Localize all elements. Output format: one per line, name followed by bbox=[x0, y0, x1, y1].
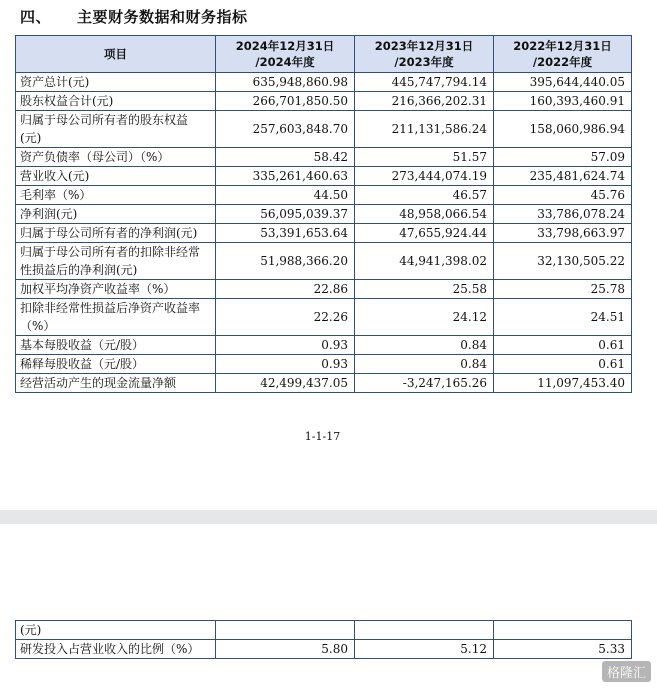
row-value: 0.61 bbox=[494, 355, 632, 374]
table-row bbox=[16, 186, 632, 205]
row-value: 22.26 bbox=[216, 299, 355, 336]
table-row bbox=[16, 111, 632, 148]
table-row bbox=[16, 374, 632, 393]
page-divider bbox=[0, 510, 657, 524]
table-row bbox=[16, 280, 632, 299]
row-value: 33,798,663.97 bbox=[494, 224, 632, 243]
row-value: 5.80 bbox=[216, 640, 355, 659]
row-value: 0.84 bbox=[355, 355, 494, 374]
section-number: 四、 bbox=[20, 8, 52, 26]
table-row bbox=[16, 640, 632, 659]
row-value: 335,261,460.63 bbox=[216, 167, 355, 186]
section-heading bbox=[20, 6, 248, 27]
row-label: 营业收入(元) bbox=[16, 167, 216, 186]
row-value: 160,393,460.91 bbox=[494, 92, 632, 111]
header-2024 bbox=[216, 36, 355, 73]
financial-table bbox=[15, 35, 632, 393]
table-row bbox=[16, 355, 632, 374]
row-value: 257,603,848.70 bbox=[216, 111, 355, 148]
row-label: 扣除非经常性损益后净资产收益率（%） bbox=[16, 299, 216, 336]
row-value: 53,391,653.64 bbox=[216, 224, 355, 243]
header-2022 bbox=[494, 36, 632, 73]
table-header-row bbox=[16, 36, 632, 73]
watermark-logo: 格隆汇 bbox=[602, 661, 651, 682]
header-2023 bbox=[355, 36, 494, 73]
table-row bbox=[16, 73, 632, 92]
row-label: 经营活动产生的现金流量净额 bbox=[16, 374, 216, 393]
row-label: 资产总计(元) bbox=[16, 73, 216, 92]
table-row bbox=[16, 205, 632, 224]
row-value: 58.42 bbox=[216, 148, 355, 167]
row-value: 11,097,453.40 bbox=[494, 374, 632, 393]
row-value: 24.51 bbox=[494, 299, 632, 336]
row-value: 5.12 bbox=[355, 640, 494, 659]
row-label: 研发投入占营业收入的比例（%） bbox=[16, 640, 216, 659]
table-row bbox=[16, 224, 632, 243]
row-value: 44,941,398.02 bbox=[355, 243, 494, 280]
row-label: (元) bbox=[16, 621, 216, 640]
row-value: 395,644,440.05 bbox=[494, 73, 632, 92]
row-label: 归属于母公司所有者的净利润(元) bbox=[16, 224, 216, 243]
row-value: -3,247,165.26 bbox=[355, 374, 494, 393]
row-value: 235,481,624.74 bbox=[494, 167, 632, 186]
row-value: 51,988,366.20 bbox=[216, 243, 355, 280]
page-number: 1-1-17 bbox=[304, 430, 341, 443]
row-value: 56,095,039.37 bbox=[216, 205, 355, 224]
row-label: 稀释每股收益（元/股） bbox=[16, 355, 216, 374]
row-value: 216,366,202.31 bbox=[355, 92, 494, 111]
header-2024-text: 2024年12月31日 /2024年度 bbox=[235, 39, 335, 69]
row-value: 51.57 bbox=[355, 148, 494, 167]
row-value bbox=[216, 621, 355, 640]
row-value: 635,948,860.98 bbox=[216, 73, 355, 92]
row-value: 45.76 bbox=[494, 186, 632, 205]
table-row bbox=[16, 167, 632, 186]
row-value: 24.12 bbox=[355, 299, 494, 336]
row-value: 46.57 bbox=[355, 186, 494, 205]
row-label: 归属于母公司所有者的扣除非经常性损益后的净利润(元) bbox=[16, 243, 216, 280]
header-2022-text: 2022年12月31日 /2022年度 bbox=[513, 39, 612, 69]
financial-table-continued bbox=[15, 620, 632, 659]
row-value: 33,786,078.24 bbox=[494, 205, 632, 224]
row-label: 基本每股收益（元/股） bbox=[16, 336, 216, 355]
row-value: 0.84 bbox=[355, 336, 494, 355]
row-value: 273,444,074.19 bbox=[355, 167, 494, 186]
table-row bbox=[16, 621, 632, 640]
row-value: 0.93 bbox=[216, 336, 355, 355]
row-label: 股东权益合计(元) bbox=[16, 92, 216, 111]
row-label: 加权平均净资产收益率（%） bbox=[16, 280, 216, 299]
row-value: 25.78 bbox=[494, 280, 632, 299]
section-title: 主要财务数据和财务指标 bbox=[77, 8, 248, 26]
row-value bbox=[355, 621, 494, 640]
header-item: 项目 bbox=[16, 36, 216, 73]
row-value: 32,130,505.22 bbox=[494, 243, 632, 280]
row-value: 44.50 bbox=[216, 186, 355, 205]
row-value: 0.61 bbox=[494, 336, 632, 355]
row-label: 毛利率（%） bbox=[16, 186, 216, 205]
header-2023-text: 2023年12月31日 /2023年度 bbox=[374, 39, 474, 69]
row-value: 5.33 bbox=[494, 640, 632, 659]
row-value: 0.93 bbox=[216, 355, 355, 374]
row-value: 25.58 bbox=[355, 280, 494, 299]
row-value: 211,131,586.24 bbox=[355, 111, 494, 148]
row-value: 42,499,437.05 bbox=[216, 374, 355, 393]
row-label: 净利润(元) bbox=[16, 205, 216, 224]
row-value bbox=[494, 621, 632, 640]
row-value: 48,958,066.54 bbox=[355, 205, 494, 224]
row-value: 445,747,794.14 bbox=[355, 73, 494, 92]
table-row bbox=[16, 92, 632, 111]
table-row bbox=[16, 336, 632, 355]
table-row bbox=[16, 243, 632, 280]
row-value: 158,060,986.94 bbox=[494, 111, 632, 148]
table-row bbox=[16, 148, 632, 167]
row-value: 22.86 bbox=[216, 280, 355, 299]
row-label: 归属于母公司所有者的股东权益(元) bbox=[16, 111, 216, 148]
row-value: 266,701,850.50 bbox=[216, 92, 355, 111]
table-row bbox=[16, 299, 632, 336]
row-value: 57.09 bbox=[494, 148, 632, 167]
row-value: 47,655,924.44 bbox=[355, 224, 494, 243]
row-label: 资产负债率（母公司）（%） bbox=[16, 148, 216, 167]
